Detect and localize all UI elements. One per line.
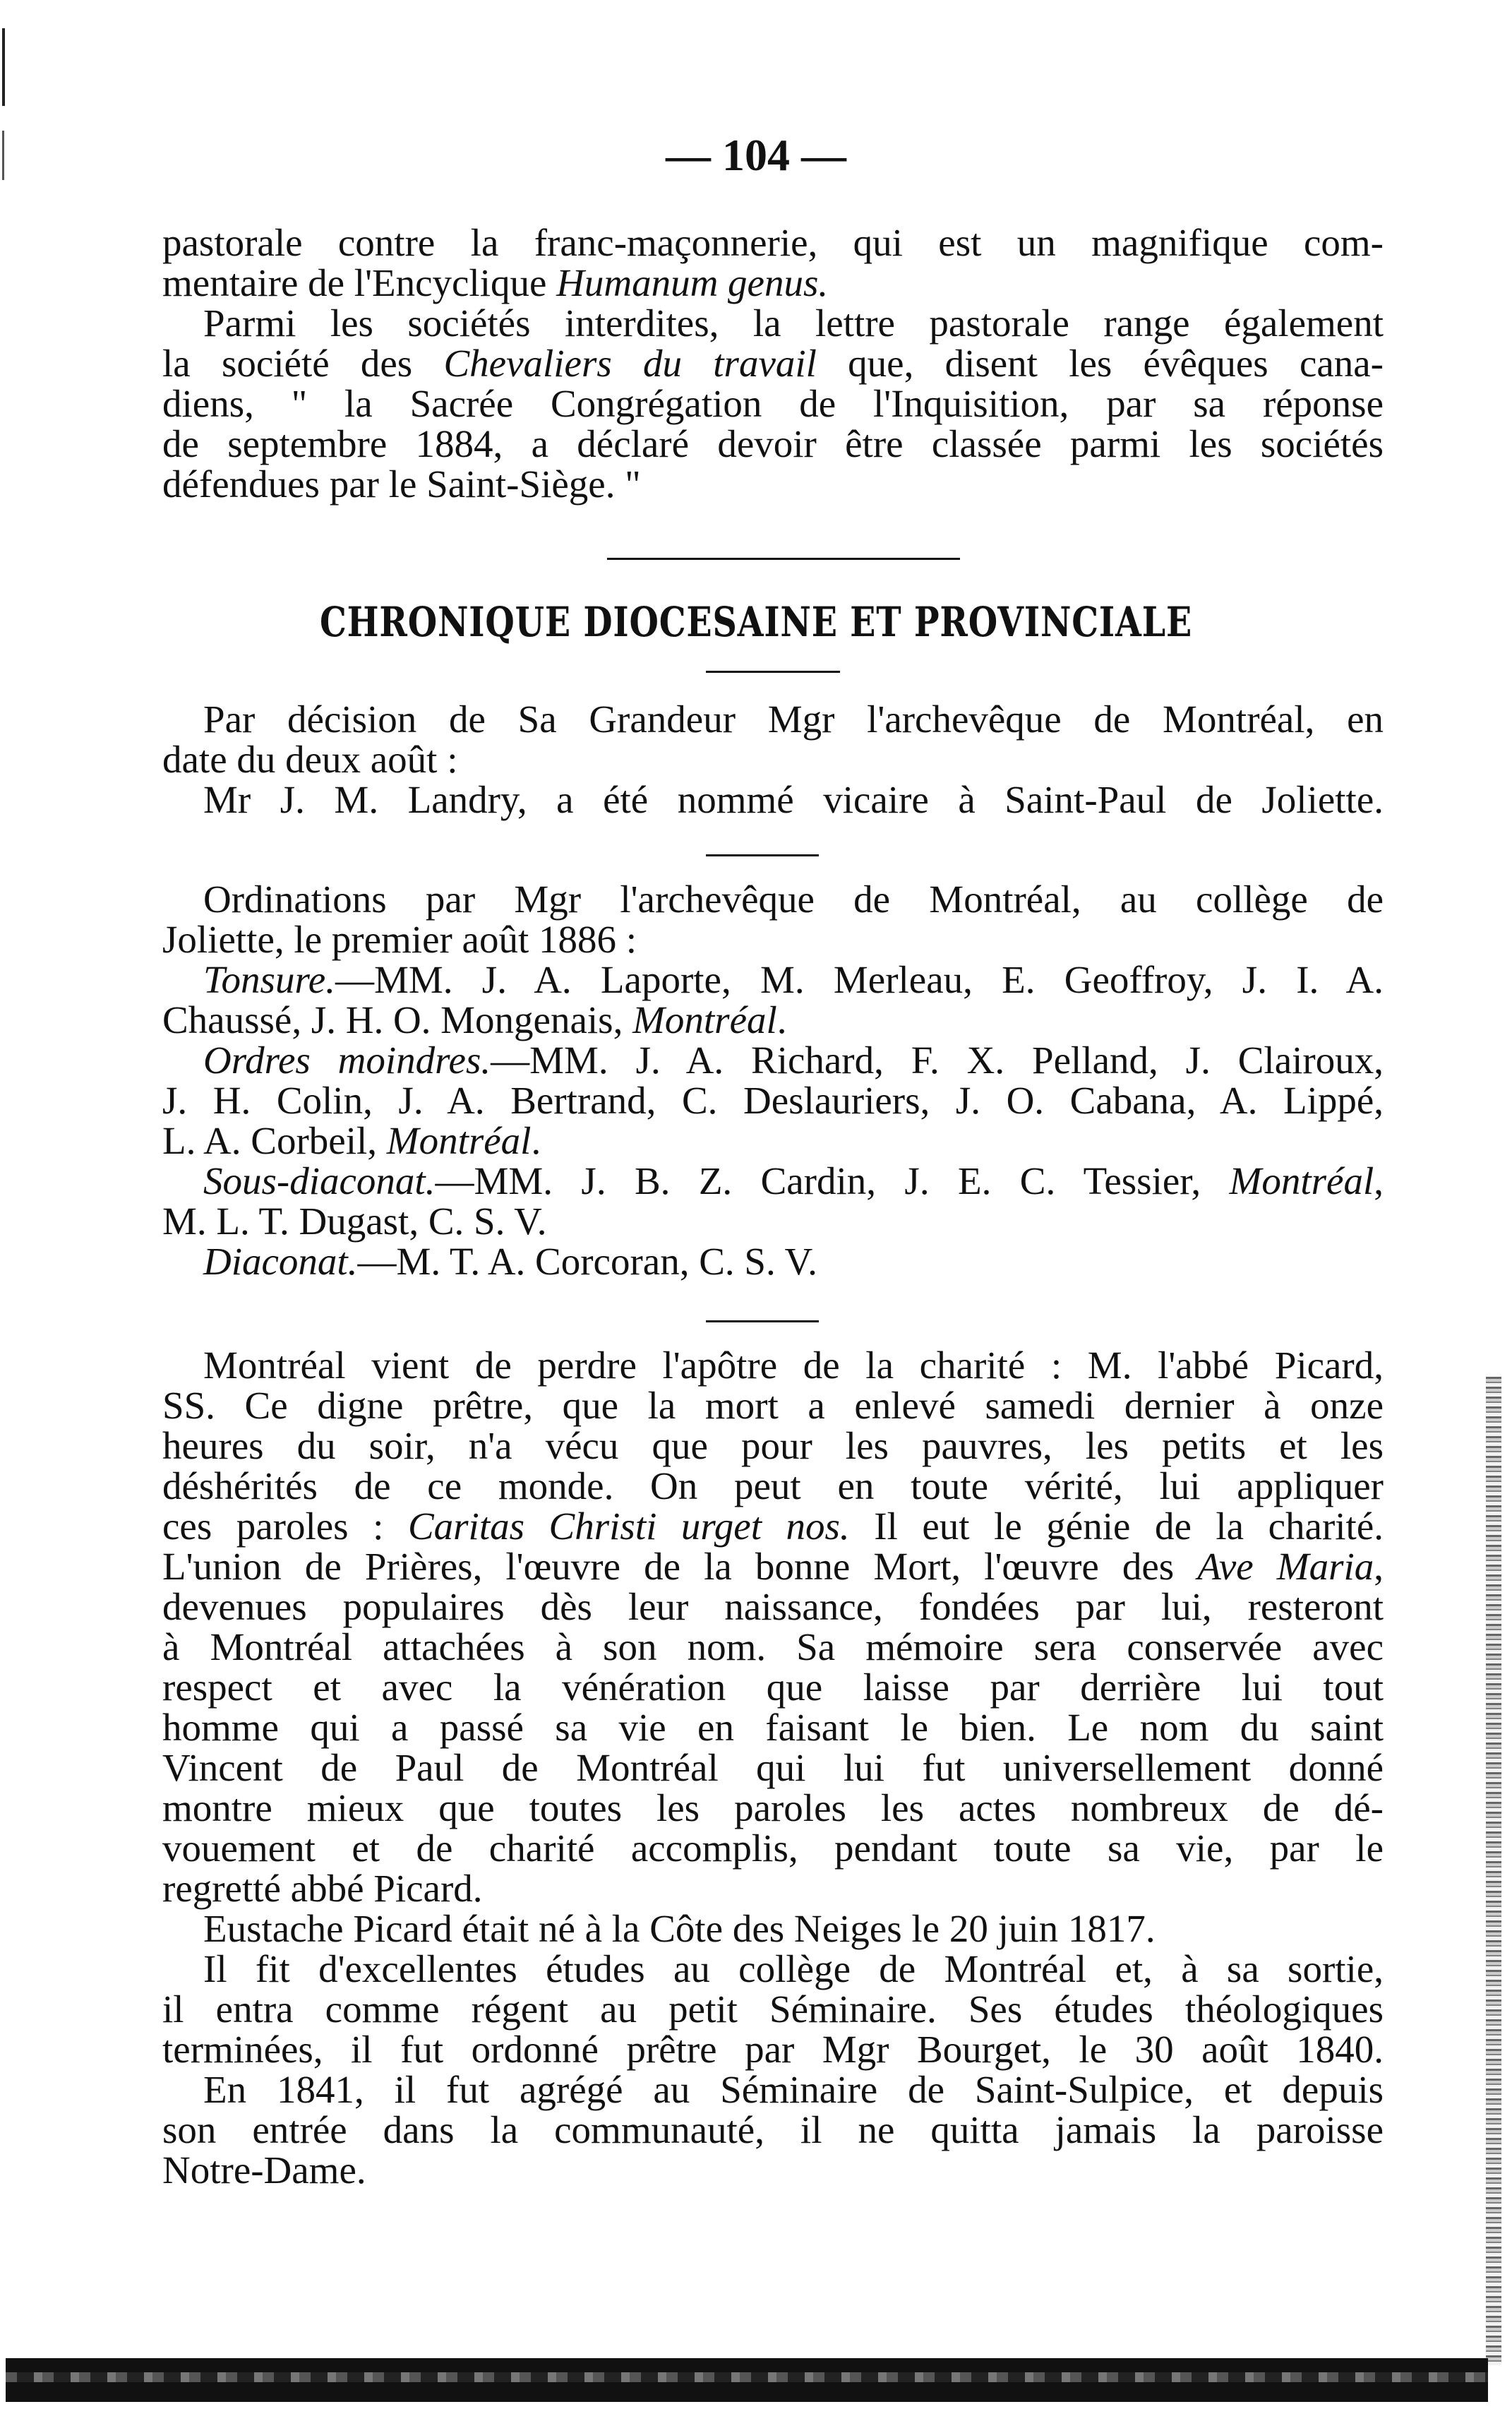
text-line: Il fit d'excellentes études au collège de Montréal et, à sa sortie, bbox=[203, 1947, 1384, 1990]
text-line: défendues par le Saint-Siège. " bbox=[162, 462, 641, 506]
text-line: Joliette, le premier août 1886 : bbox=[162, 918, 637, 961]
section-divider bbox=[607, 558, 960, 560]
text-line: diens, " la Sacrée Congrégation de l'Inquisition, par sa réponse bbox=[162, 382, 1384, 425]
text-line: SS. Ce digne prêtre, que la mort a enlevé samedi dernier à onze bbox=[162, 1384, 1384, 1427]
text-line: Ordinations par Mgr l'archevêque de Montréal, au collège de bbox=[203, 878, 1384, 921]
text-line: mentaire de l'Encyclique Humanum genus. bbox=[162, 261, 829, 304]
text-line: Ordres moindres.—MM. J. A. Richard, F. X. Pelland, J. Clairoux, bbox=[203, 1039, 1384, 1082]
text-line: Tonsure.—MM. J. A. Laporte, M. Merleau, E. Geoffroy, J. I. A. bbox=[203, 958, 1384, 1001]
short-divider bbox=[706, 854, 819, 856]
text-line: son entrée dans la communauté, il ne quitta jamais la paroisse bbox=[162, 2108, 1384, 2151]
text-line: En 1841, il fut agrégé au Séminaire de Saint-Sulpice, et depuis bbox=[203, 2068, 1384, 2111]
scan-right-edge bbox=[1486, 1377, 1501, 2365]
scan-bottom-edge bbox=[6, 2358, 1488, 2402]
text-line: de septembre 1884, a déclaré devoir être classée parmi les sociétés bbox=[162, 422, 1384, 465]
text-line: déshérités de ce monde. On peut en toute vérité, lui appliquer bbox=[162, 1464, 1384, 1507]
text-line: pastorale contre la franc-maçonnerie, qui est un magnifique com- bbox=[162, 221, 1384, 264]
text-line: Parmi les sociétés interdites, la lettre pastorale range également bbox=[203, 301, 1384, 345]
heading-rule bbox=[706, 671, 840, 673]
text-line: terminées, il fut ordonné prêtre par Mgr Bourget, le 30 août 1840. bbox=[162, 2028, 1384, 2071]
page-number: — 104 — bbox=[666, 130, 846, 180]
text-line: vouement et de charité accomplis, pendant toute sa vie, par le bbox=[162, 1827, 1384, 1870]
text-line: heures du soir, n'a vécu que pour les pauvres, les petits et les bbox=[162, 1424, 1384, 1467]
text-line: J. H. Colin, J. A. Bertrand, C. Deslauriers, J. O. Cabana, A. Lippé, bbox=[162, 1079, 1384, 1122]
text-line: L'union de Prières, l'œuvre de la bonne Mort, l'œuvre des Ave Maria, bbox=[162, 1545, 1384, 1588]
text-line: L. A. Corbeil, Montréal. bbox=[162, 1119, 541, 1162]
section-heading: CHRONIQUE DIOCESAINE ET PROVINCIALE bbox=[319, 598, 1193, 646]
text-line: Mr J. M. Landry, a été nommé vicaire à Saint-Paul de Joliette. bbox=[203, 778, 1384, 821]
text-line: M. L. T. Dugast, C. S. V. bbox=[162, 1200, 547, 1243]
intro-text bbox=[162, 222, 1384, 504]
text-line: Diaconat.—M. T. A. Corcoran, C. S. V. bbox=[203, 1240, 817, 1283]
text-line: ces paroles : Caritas Christi urget nos. Il eut le génie de la charité. bbox=[162, 1505, 1384, 1548]
text-line: Montréal vient de perdre l'apôtre de la charité : M. l'abbé Picard, bbox=[203, 1344, 1384, 1387]
text-line: Vincent de Paul de Montréal qui lui fut universellement donné bbox=[162, 1746, 1384, 1789]
scan-left-edge bbox=[0, 0, 7, 2421]
text-line: à Montréal attachées à son nom. Sa mémoire sera conservée avec bbox=[162, 1625, 1384, 1668]
short-divider bbox=[706, 1320, 819, 1322]
text-line: la société des Chevaliers du travail que, disent les évêques cana- bbox=[162, 342, 1384, 385]
text-line: Par décision de Sa Grandeur Mgr l'archevêque de Montréal, en bbox=[203, 698, 1384, 741]
text-line: date du deux août : bbox=[162, 738, 458, 781]
ordinations-text bbox=[162, 879, 1384, 1281]
obituary-text bbox=[162, 1345, 1384, 2190]
text-line: Eustache Picard était né à la Côte des Neiges le 20 juin 1817. bbox=[203, 1907, 1156, 1950]
text-line: respect et avec la vénération que laisse par derrière lui tout bbox=[162, 1666, 1384, 1709]
text-line: devenues populaires dès leur naissance, fondées par lui, resteront bbox=[162, 1585, 1384, 1628]
text-line: il entra comme régent au petit Séminaire. Ses études théologiques bbox=[162, 1987, 1384, 2031]
text-line: montre mieux que toutes les paroles les actes nombreux de dé- bbox=[162, 1786, 1384, 1829]
text-line: Chaussé, J. H. O. Mongenais, Montréal. bbox=[162, 998, 787, 1041]
text-line: Notre-Dame. bbox=[162, 2148, 366, 2192]
text-line: homme qui a passé sa vie en faisant le bien. Le nom du saint bbox=[162, 1706, 1384, 1749]
text-line: Sous-diaconat.—MM. J. B. Z. Cardin, J. E. C. Tessier, Montréal, bbox=[203, 1159, 1384, 1202]
decision-text bbox=[162, 699, 1384, 820]
text-line: regretté abbé Picard. bbox=[162, 1867, 483, 1910]
